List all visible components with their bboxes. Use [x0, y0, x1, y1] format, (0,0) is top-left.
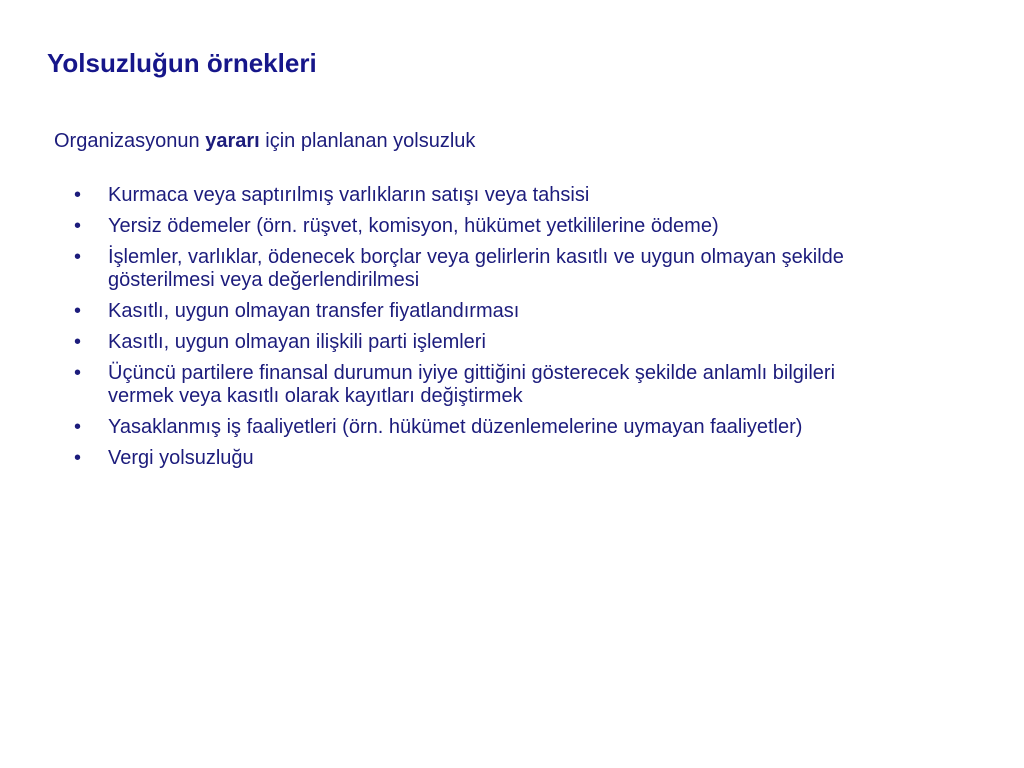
bullet-text: Kasıtlı, uygun olmayan transfer fiyatlandırması	[108, 300, 520, 322]
bullet-item	[72, 331, 972, 354]
bullet-text: Yersiz ödemeler (örn. rüşvet, komisyon, hükümet yetkililerine ödeme)	[108, 215, 719, 237]
bullet-marker: •	[74, 416, 82, 438]
subtitle-text-after: için planlanan yolsuzluk	[259, 130, 476, 152]
bullet-item	[72, 447, 972, 470]
bullet-marker: •	[74, 300, 82, 322]
bullet-item	[72, 184, 972, 207]
slide-subtitle	[54, 127, 475, 155]
bullet-marker: •	[74, 362, 82, 384]
bullet-marker: •	[74, 184, 82, 206]
bullet-item	[72, 215, 972, 238]
bullet-marker: •	[74, 447, 82, 469]
bullet-marker: •	[74, 246, 82, 268]
bullet-text: Vergi yolsuzluğu	[108, 447, 254, 469]
bullet-item	[72, 246, 972, 292]
bullet-text: İşlemler, varlıklar, ödenecek borçlar veya gelirlerin kasıtlı ve uygun olmayan şekilde gösterilmesi veya değerlendirilmesi	[108, 246, 844, 291]
bullet-text: Yasaklanmış iş faaliyetleri (örn. hükümet düzenlemelerine uymayan faaliyetler)	[108, 416, 803, 438]
bullet-marker: •	[74, 331, 82, 353]
slide-title: Yolsuzluğun örnekleri	[47, 48, 317, 78]
bullet-text: Kurmaca veya saptırılmış varlıkların satışı veya tahsisi	[108, 184, 590, 206]
bullet-list	[72, 184, 972, 478]
bullet-text: Kasıtlı, uygun olmayan ilişkili parti işlemleri	[108, 331, 486, 353]
bullet-item	[72, 300, 972, 323]
subtitle-text-before: Organizasyonun	[54, 130, 206, 152]
subtitle-bold-word: yararı	[205, 130, 260, 152]
bullet-item	[72, 362, 972, 408]
bullet-item	[72, 416, 972, 439]
bullet-marker: •	[74, 215, 82, 237]
bullet-text: Üçüncü partilere finansal durumun iyiye gittiğini gösterecek şekilde anlamlı bilgileri vermek veya kasıtlı olarak kayıtları değiştirmek	[108, 362, 836, 407]
